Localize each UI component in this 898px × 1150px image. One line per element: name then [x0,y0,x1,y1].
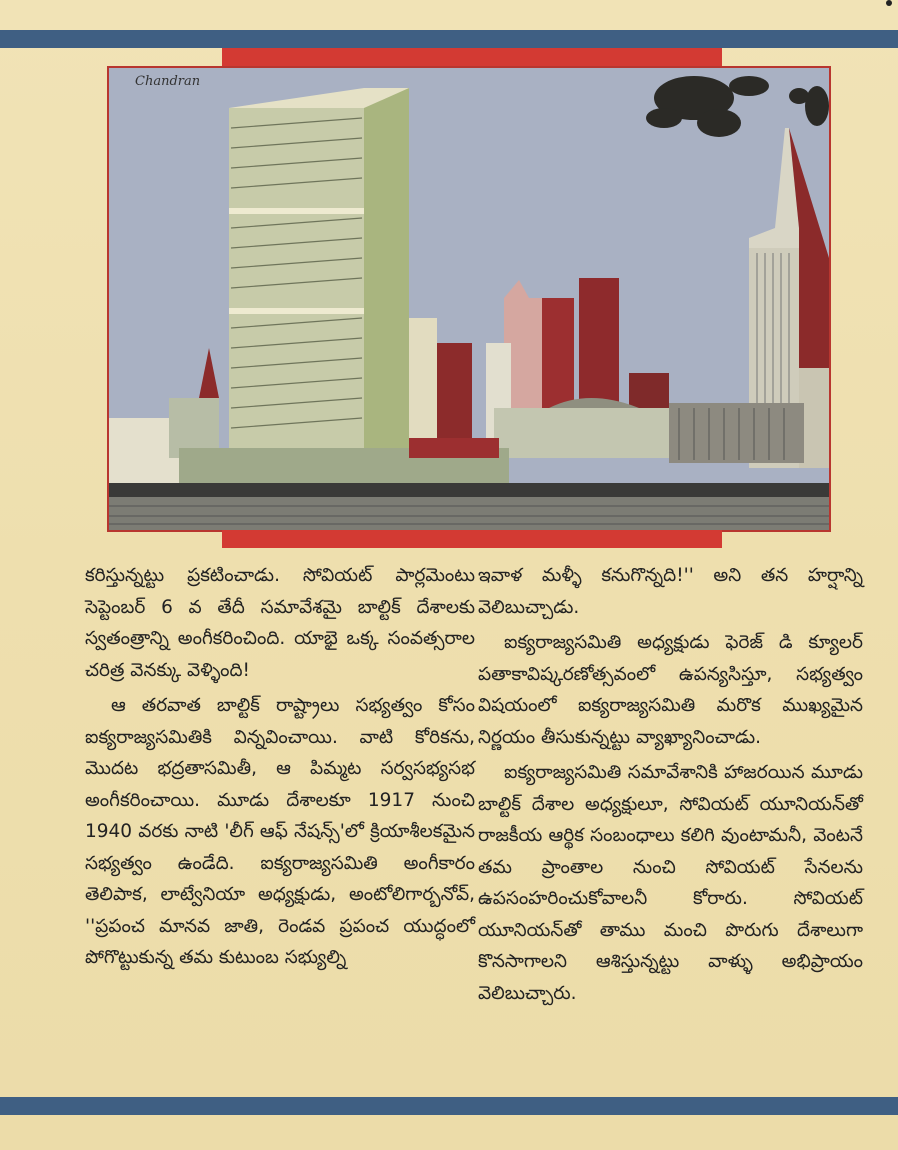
print-mark [886,0,892,6]
un-secretariat-tower [229,88,409,448]
artist-signature: Chandran [135,74,201,89]
right-text-column [478,560,863,1013]
bottom-blue-band [0,1097,898,1115]
left-paragraph-1: కరిస్తున్నట్టు ప్రకటించాడు. సోవియట్ పార్లమెంటు సెప్టెంబర్ 6 వ తేదీ సమావేశమై బాల్టిక్ దేశాలకు స్వతంత్రాన్ని అంగీకరించింది. యాభై ఒక్క సంవత్సరాల చరిత్ర వెనక్కు వెళ్ళింది! [85,565,475,681]
left-paragraph-2: ఆ తరవాత బాల్టిక్ రాష్ట్రాలు సభ్యత్వం కోసం ఐక్యరాజ్యసమితికి విన్నవించాయి. వాటి కోరికను, మొదట భద్రతాసమితీ, ఆ పిమ్మట సర్వసభ్యసభ అంగీకరించాయి. మూడు దేశాలకూ 1917 నుంచి 1940 వరకు నాటి 'లీగ్ ఆఫ్ నేషన్స్'లో క్రియాశీలకమైన సభ్యత్వం ఉండేది. ఐక్యరాజ్యసమితి అంగీకారం తెలిపాక, లాట్వేనియా అధ్యక్షుడు, అంటోలిగార్బనోవ్, ''ప్రపంచ మానవ జాతి, రెండవ ప్రపంచ యుద్ధంలో పోగొట్టుకున్న తమ కుటుంబ సభ్యుల్ని [85,695,475,968]
top-red-strip [222,48,722,66]
right-paragraph-1: ఇవాళ మళ్ళీ కనుగొన్నది!'' అని తన హర్షాన్ని వెలిబుచ్చాడు. [478,565,863,618]
right-paragraph-3: ఐక్యరాజ్యసమితి సమావేశానికి హాజరయిన మూడు బాల్టిక్ దేశాల అధ్యక్షులూ, సోవియట్ యూనియన్‌తో రాజకీయ ఆర్థిక సంబంధాలు కలిగి వుంటామనీ, వెంటనే తమ ప్రాంతాల నుంచి సోవియట్ సేనలను ఉపసంహరించుకోవాలనీ కోరారు. సోవియట్ యూనియన్‌తో తాము మంచి పొరుగు దేశాలుగా కొనసాగాలని ఆశిస్తున్నట్టు వాళ్ళు అభిప్రాయం వెలిబుచ్చారు. [478,762,863,1004]
bottom-red-strip [222,530,722,548]
left-text-column [85,560,475,978]
roadway [109,483,829,497]
skyline-drawing [109,68,829,530]
right-paragraph-2: ఐక్యరాజ్యసమితి అధ్యక్షుడు ఫెరెజ్ డి క్యూలర్ పతాకావిష్కరణోత్సవంలో ఉపన్యసిస్తూ, సభ్యత్వం విషయంలో ఐక్యరాజ్యసమితి మరొక ముఖ్యమైన నిర్ణయం తీసుకున్నట్టు వ్యాఖ్యానించాడు. [478,632,863,748]
river [109,497,829,530]
un-headquarters-illustration [107,66,831,532]
top-blue-band [0,30,898,48]
